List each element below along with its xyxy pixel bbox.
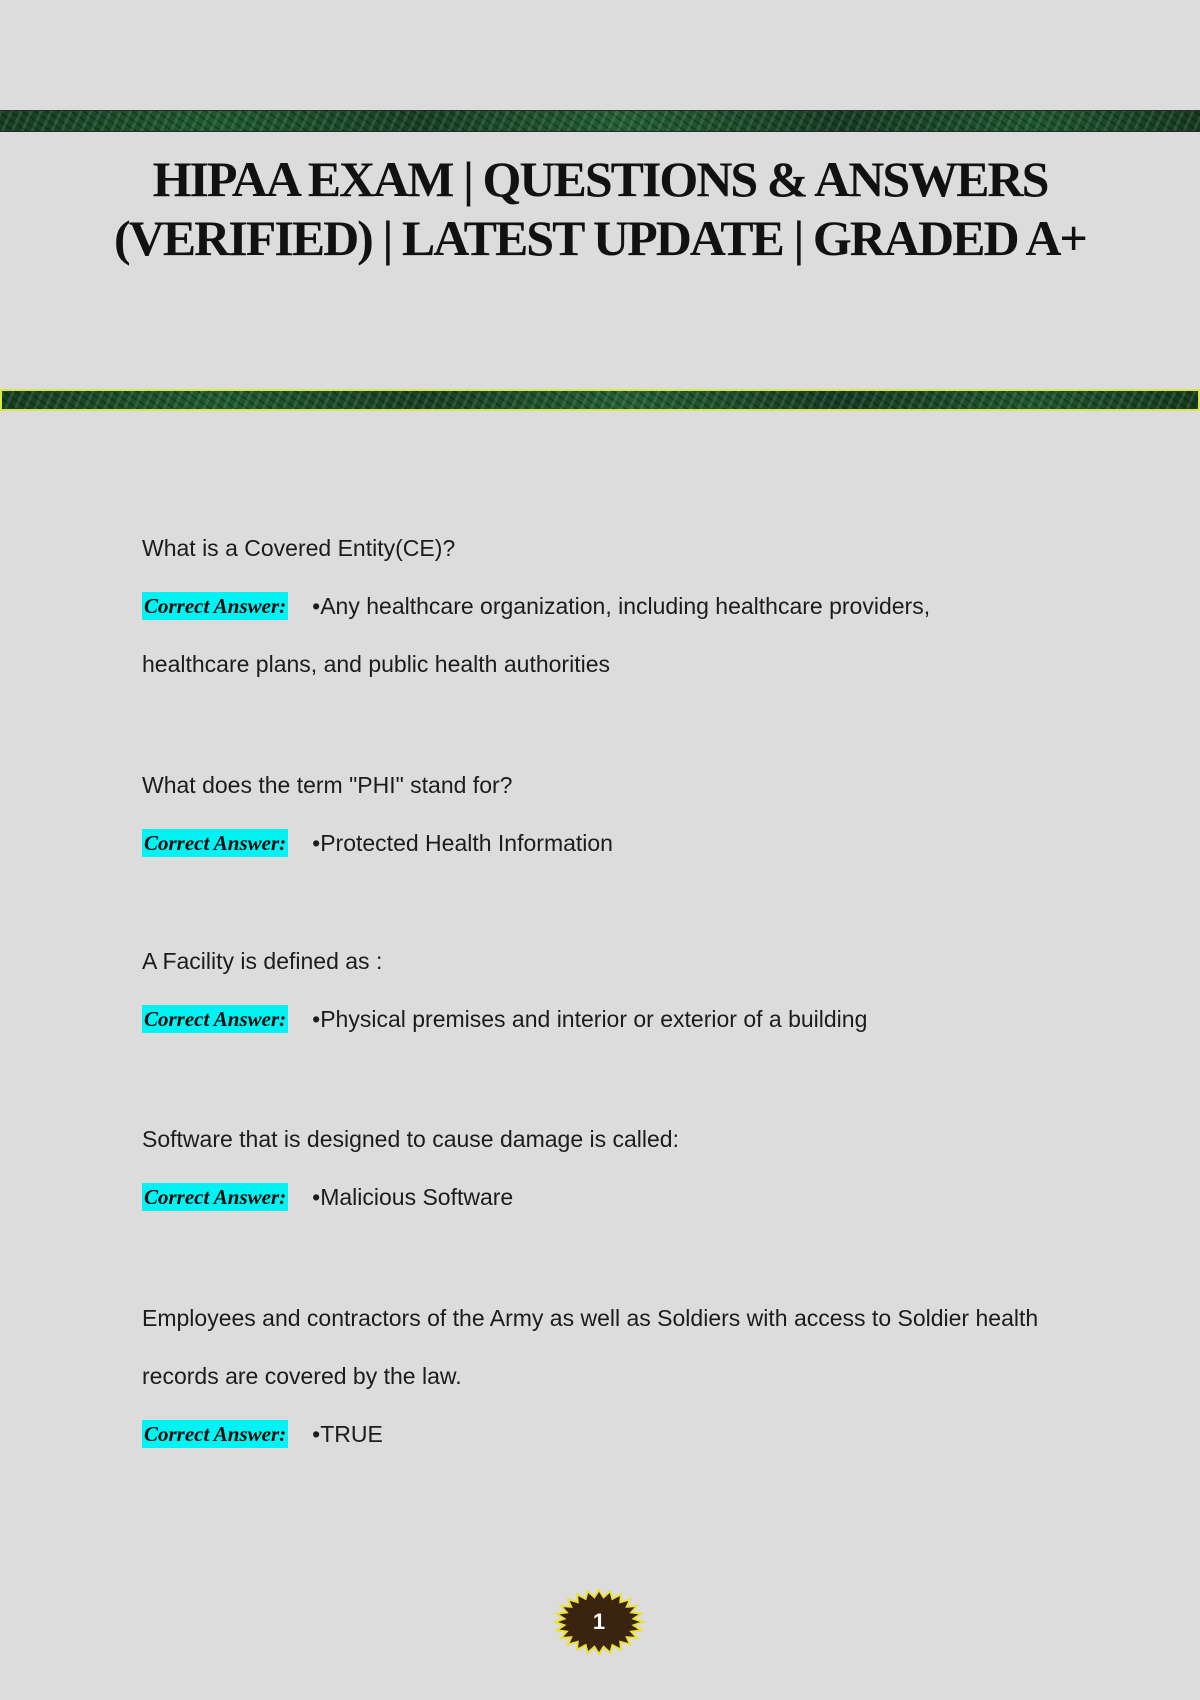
- document-title: HIPAA EXAM | QUESTIONS & ANSWERS (VERIFIED) | LATEST UPDATE | GRADED A+: [114, 151, 1086, 266]
- qa-item-1: [142, 519, 1042, 693]
- header-decorative-band-bottom: [0, 389, 1200, 411]
- question-text: What does the term "PHI" stand for?: [142, 772, 513, 798]
- correct-answer-tag: Correct Answer:: [144, 1185, 287, 1209]
- answer-line: [142, 1405, 1042, 1463]
- answer-text: •Protected Health Information: [312, 830, 613, 856]
- answer-line: [142, 990, 1042, 1048]
- question-text: Employees and contractors of the Army as well as Soldiers with access to Soldier health records are covered by the law.: [142, 1305, 1039, 1389]
- correct-answer-tag: Correct Answer:: [144, 1007, 287, 1031]
- qa-item-4: [142, 1110, 1042, 1226]
- answer-text: •Physical premises and interior or exterior of a building: [312, 1006, 868, 1032]
- question-text: Software that is designed to cause damage is called:: [142, 1126, 679, 1152]
- correct-answer-tag: Correct Answer:: [144, 831, 287, 855]
- correct-answer-tag: Correct Answer:: [144, 594, 287, 618]
- answer-text: •Malicious Software: [312, 1184, 514, 1210]
- header-decorative-band-top: [0, 110, 1200, 132]
- correct-answer-tag: Correct Answer:: [144, 1422, 287, 1446]
- qa-item-2: [142, 756, 1042, 872]
- answer-text: •TRUE: [312, 1421, 383, 1447]
- answer-line: [142, 577, 1042, 693]
- answer-line: [142, 1168, 1042, 1226]
- question-text: A Facility is defined as :: [142, 948, 383, 974]
- page-number: 1: [592, 1609, 606, 1634]
- answer-text: •Any healthcare organization, including healthcare providers, healthcare plans, and public health authorities: [142, 593, 931, 677]
- answer-line: [142, 814, 1042, 872]
- qa-item-3: [142, 932, 1042, 1048]
- question-text: What is a Covered Entity(CE)?: [142, 535, 456, 561]
- qa-item-5: [142, 1289, 1042, 1463]
- page-number-badge: [553, 1588, 645, 1656]
